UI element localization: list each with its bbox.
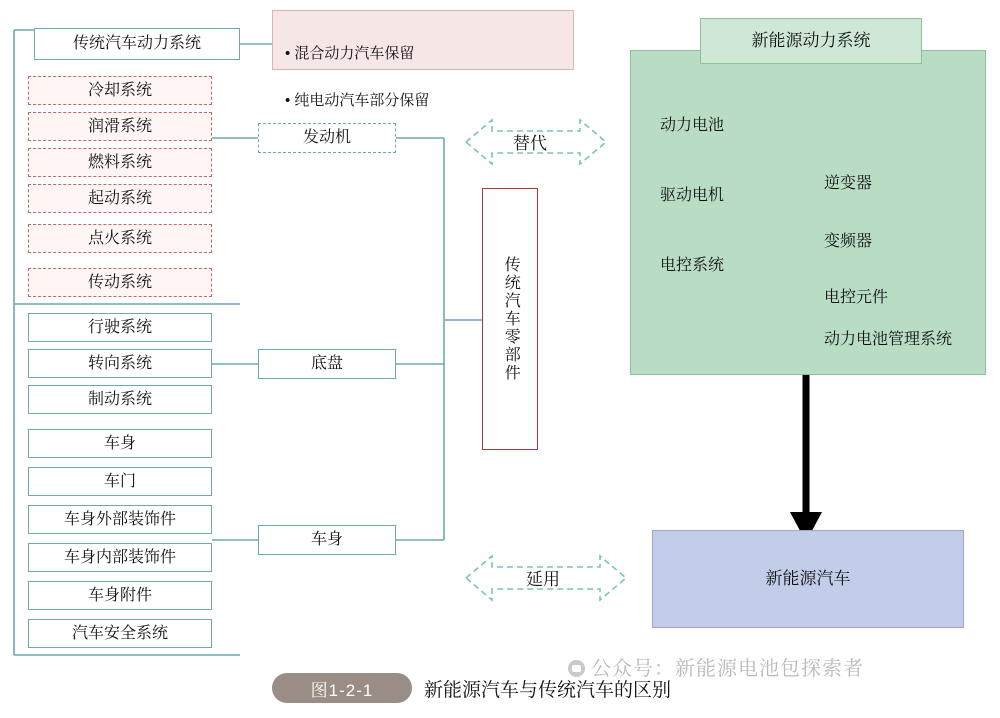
node-traditional-parts[interactable]: [482, 188, 538, 450]
node-label: 汽车安全系统: [71, 624, 168, 642]
node-label: 发动机: [302, 129, 351, 146]
label-drive-motor: 驱动电机: [660, 187, 725, 204]
label-control-components: 电控元件: [824, 289, 889, 306]
node-label: 传统汽车动力系统: [72, 35, 201, 52]
arrow-label-extend: 延用: [526, 570, 560, 589]
node-body[interactable]: [28, 429, 212, 458]
figure-caption: 新能源汽车与传统汽车的区别: [424, 679, 672, 701]
node-label: 车身: [310, 531, 343, 548]
node-label: 传动系统: [87, 273, 152, 291]
node-exterior-trim[interactable]: [28, 505, 212, 534]
node-label: 传统汽车零部件: [502, 256, 520, 382]
node-ignition-system[interactable]: [28, 224, 212, 253]
node-label: 制动系统: [87, 390, 152, 408]
node-body-group[interactable]: [258, 525, 396, 555]
node-traditional-powertrain[interactable]: [34, 28, 240, 60]
wechat-icon: [568, 660, 585, 677]
node-label: 起动系统: [87, 189, 152, 207]
node-cooling-system[interactable]: [28, 76, 212, 105]
node-label: 行驶系统: [87, 318, 152, 336]
watermark: 公众号：新能源电池包探索者: [568, 652, 864, 681]
node-chassis-group[interactable]: [258, 349, 396, 379]
note-line-1: • 混合动力汽车保留: [285, 42, 563, 65]
node-label: 车身: [103, 434, 136, 452]
label-inverter: 逆变器: [824, 175, 873, 192]
node-label: 车门: [103, 472, 136, 490]
node-fuel-system[interactable]: [28, 148, 212, 177]
note-box: [272, 10, 574, 109]
node-starting-system[interactable]: [28, 184, 212, 213]
node-body-accessories[interactable]: [28, 581, 212, 610]
node-vehicle-safety-system[interactable]: [28, 619, 212, 648]
panel-title-new-energy-powertrain: [700, 18, 922, 64]
node-label: 底盘: [310, 355, 343, 372]
node-doors[interactable]: [28, 467, 212, 496]
label-power-battery: 动力电池: [660, 117, 725, 134]
node-label: 冷却系统: [87, 81, 152, 99]
arrow-label-replace: 替代: [513, 134, 547, 153]
node-label: 车身附件: [87, 586, 152, 604]
figure-number-pill: 图1-2-1: [272, 673, 412, 703]
label-battery-management-system: 动力电池管理系统: [824, 331, 953, 348]
node-label: 车身外部装饰件: [63, 510, 176, 528]
node-braking-system[interactable]: [28, 385, 212, 414]
node-interior-trim[interactable]: [28, 543, 212, 572]
node-label: 点火系统: [87, 229, 152, 247]
node-steering-system[interactable]: [28, 349, 212, 378]
node-label: 润滑系统: [87, 117, 152, 135]
node-label: 车身内部装饰件: [63, 548, 176, 566]
node-label: 新能源动力系统: [751, 31, 871, 51]
label-frequency-converter: 变频器: [824, 233, 873, 250]
node-transmission-system[interactable]: [28, 268, 212, 297]
node-driving-system[interactable]: [28, 313, 212, 342]
node-engine-group[interactable]: [258, 123, 396, 153]
label-electronic-control-system: 电控系统: [660, 257, 725, 274]
node-label: 转向系统: [87, 354, 152, 372]
node-label: 新能源汽车: [765, 569, 851, 589]
panel-new-energy-vehicle: [652, 530, 964, 628]
node-label: 燃料系统: [87, 153, 152, 171]
note-line-2: • 纯电动汽车部分保留: [285, 89, 563, 112]
node-lubrication-system[interactable]: [28, 112, 212, 141]
